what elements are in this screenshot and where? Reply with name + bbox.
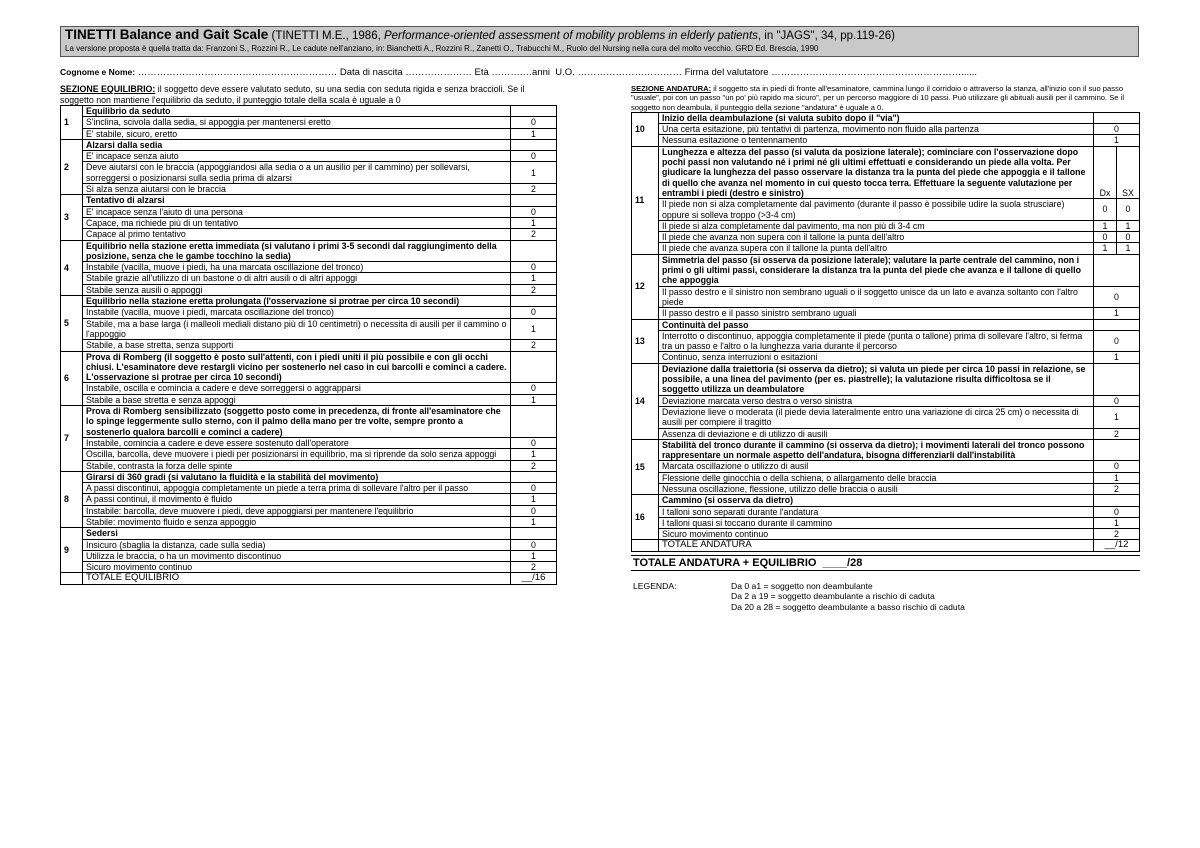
option-row [61,383,557,394]
document-title-line [65,28,1134,43]
option-row [632,428,1140,439]
option-row [61,206,557,217]
citation-italic: Performance-oriented assessment of mobility problems in elderly patients [383,30,758,42]
option-text: Oscilla, barcolla, deve muovere i piedi per posizionarsi in equilibrio, ma si riprende da solo senza appoggi [83,449,511,460]
option-score[interactable]: 0 [511,117,557,128]
balance-section [60,84,557,585]
option-score[interactable]: 2 [511,184,557,195]
option-row [61,162,557,184]
option-score[interactable]: 1 [511,128,557,139]
option-text: E' stabile, sicuro, eretto [83,128,511,139]
option-text: Flessione delle ginocchia o della schiena, o allargamento delle braccia [659,472,1094,483]
gait-intro-text: il soggetto sta in piedi di fronte all'esaminatore, cammina lungo il corridoio o attraverso la stanza, all'inizio con il suo passo "usuale", poi con un passo "un po' più rapido ma sicuro", per un percorso maggiore di 10 passi. Può utilizzare gli abituali ausili per il cammino. Se il soggetto non deambula, il punteggio della sezione "andatura" è uguale a 0. [631,84,1125,112]
option-text: Il passo destro e il sinistro non sembrano uguali o il soggetto unisce da un lato e avanza soltanto con l'altro piede [659,286,1094,308]
legend-lines [731,581,965,613]
item-number: 13 [632,319,659,363]
option-score[interactable]: 0 [1094,461,1140,472]
option-text: Instabile (vacilla, muove i piedi, marcata oscillazione del tronco) [83,307,511,318]
option-text: Capace al primo tentativo [83,229,511,240]
item-title-row [632,112,1140,123]
option-text: Stabile, contrasta la forza delle spinte [83,460,511,471]
option-row [61,318,557,340]
option-text: A passi continui, il movimento è fluido [83,494,511,505]
option-text: Instabile: barcolla, deve muovere i piedi, deve appoggiarsi per mantenere l'equilibrio [83,505,511,516]
option-row [61,449,557,460]
option-row [632,286,1140,308]
option-text: Stabile, ma a base larga (i malleoli mediali distano più di 10 centimetri) o necessita di ausili per il cammino o l'appoggio [83,318,511,340]
option-text: S'inclina, scivola dalla sedia, si appoggia per mantenersi eretto [83,117,511,128]
item-title-row [61,351,557,383]
option-text: Nessuna esitazione o tentennamento [659,135,1094,146]
column-sx-header: SX [1117,146,1140,198]
total-andatura-value[interactable]: __/12 [1094,540,1140,551]
item-title: Lunghezza e altezza del passo (si valuta da posizione laterale); cominciare con l'osservazione dopo pochi passi non valutando né i primi né gli ultimi effettuati e considerando un piede alla volta. Per giudicare la lunghezza del passo osservare la distanza tra la punta del piede che appoggia e il tallone di quello che avanza nel momento in cui questo tocca terra. Effettuare la seguente valutazione per entrambi i piedi (destro e sinistro) [659,146,1094,198]
option-row [632,461,1140,472]
legend-label: LEGENDA: [633,580,677,591]
option-score[interactable]: 1 [1094,135,1140,146]
option-score[interactable]: 1 [511,550,557,561]
option-text: Stabile a base stretta e senza appoggi [83,394,511,405]
item-number: 3 [61,195,83,240]
option-score[interactable]: 0 [511,383,557,394]
option-score-sx[interactable]: 1 [1117,220,1140,231]
name-field[interactable]: ……………………………………………………… [135,67,340,78]
item-number: 2 [61,139,83,194]
total-equilibrio-label: TOTALE EQUILIBRIO [83,573,511,584]
option-text: A passi discontinui, appoggia completamente un piede a terra prima di sollevare l'altro per il passo [83,483,511,494]
option-row [61,494,557,505]
balance-intro-label: SEZIONE EQUILIBRIO: [60,84,156,94]
age-label: Età [474,67,489,78]
option-score[interactable]: 0 [511,539,557,550]
option-text: Deve aiutarsi con le braccia (appoggiandosi alla sedia o a un ausilio per il cammino) per sollevarsi, sorreggersi o posizionarsi sulla sedia prima di alzarsi [83,162,511,184]
option-text: Sicuro movimento continuo [83,562,511,573]
dob-field[interactable]: ………………… [402,67,475,78]
option-score-dx[interactable]: 0 [1094,232,1117,243]
option-score[interactable]: 0 [1094,330,1140,352]
option-score[interactable]: 1 [1094,406,1140,428]
item-title-row [632,319,1140,330]
grand-total-value[interactable]: ____/28 [822,556,863,569]
legend [631,581,1140,613]
legend-line: Da 0 a1 = soggetto non deambulante [731,580,873,591]
option-text: Il passo destro e il passo sinistro sembrano uguali [659,308,1094,319]
grand-total [631,555,1140,571]
option-row [632,308,1140,319]
option-text: I talloni sono separati durante l'andatura [659,506,1094,517]
total-empty [632,540,659,551]
item-title: Sedersi [83,528,511,539]
option-row [632,406,1140,428]
signature-field[interactable]: ……………………………………………………...... [768,67,978,78]
option-score[interactable]: 0 [511,437,557,448]
item-title-row [61,240,557,262]
item-number: 12 [632,254,659,319]
document-title: TINETTI Balance and Gait Scale [65,28,269,42]
item-title-row [61,106,557,117]
item-title-row [61,471,557,482]
option-score[interactable]: 0 [1094,506,1140,517]
option-score[interactable]: 1 [1094,517,1140,528]
item-title-row [61,296,557,307]
option-score[interactable]: 2 [1094,428,1140,439]
option-text: Deviazione lieve o moderata (il piede devia lateralmente entro una variazione di circa 25 cm) o necessita di ausili per compiere il tragitto [659,406,1094,428]
option-row [61,562,557,573]
option-row [632,135,1140,146]
option-score[interactable]: 1 [511,449,557,460]
age-field[interactable]: ……….… [488,67,533,78]
gait-section [631,84,1140,612]
option-score-sx[interactable]: 0 [1117,232,1140,243]
option-row [632,483,1140,494]
item-title-row [61,406,557,438]
item-number: 6 [61,351,83,405]
option-score[interactable]: 2 [511,562,557,573]
option-row [632,124,1140,135]
option-row [61,550,557,561]
column-dx-header: Dx [1094,146,1117,198]
score-empty [1094,495,1140,506]
option-row [61,340,557,351]
option-score[interactable]: 0 [1094,395,1140,406]
option-score[interactable]: 0 [511,262,557,273]
option-text: Insicuro (sbaglia la distanza, cade sulla sedia) [83,539,511,550]
option-row [61,483,557,494]
option-row [632,529,1140,540]
option-text: Sicuro movimento continuo [659,529,1094,540]
option-row [61,217,557,228]
citation-pre: (TINETTI M.E., 1986, [268,30,384,42]
item-title: Continuità del passo [659,319,1094,330]
name-label: Cognome e Nome: [60,67,136,77]
item-title: Equilibrio nella stazione eretta prolungata (l'osservazione si protrae per circa 10 secondi) [83,296,511,307]
option-row [61,516,557,527]
option-row [632,395,1140,406]
total-equilibrio-value[interactable]: __/16 [511,573,557,584]
option-row [632,352,1140,363]
item-title-row [61,195,557,206]
option-score[interactable]: 0 [511,151,557,162]
grand-total-label: TOTALE ANDATURA + EQUILIBRIO [633,556,817,569]
item-title: Deviazione dalla traiettoria (si osserva da dietro); si valuta un piede per circa 10 passi in relazione, se possibile, a una linea del pavimento (per es. piastrelle); la valutazione risulta difficoltosa se il soggetto utilizza un deambulatore [659,363,1094,395]
score-empty [511,139,557,150]
option-row [632,199,1140,221]
option-score[interactable]: 0 [511,307,557,318]
citation-post: , in "JAGS", 34, pp.119-26) [757,30,895,42]
option-row [61,151,557,162]
option-score[interactable]: 1 [1094,352,1140,363]
option-row [61,437,557,448]
score-empty [1094,112,1140,123]
option-score[interactable]: 1 [511,516,557,527]
score-empty [511,528,557,539]
item-title-row [632,439,1140,461]
balance-intro [60,84,557,105]
score-empty [1094,319,1140,330]
score-empty [511,195,557,206]
option-row [632,506,1140,517]
option-row [61,128,557,139]
item-number: 5 [61,296,83,351]
option-row [61,307,557,318]
total-row [632,540,1140,551]
option-row [61,262,557,273]
option-score[interactable]: 2 [1094,483,1140,494]
option-score[interactable]: 0 [1094,124,1140,135]
option-score[interactable]: 1 [511,217,557,228]
document-header [60,26,1139,57]
signature-label: Firma del valutatore [684,67,769,78]
option-text: Interrotto o discontinuo, appoggia completamente il piede (punta o tallone) prima di sollevare l'altro, si ferma tra un passo e l'altro o la lunghezza varia durante il percorso [659,330,1094,352]
score-empty [511,351,557,383]
option-row [61,184,557,195]
option-row [632,232,1140,243]
source-note: La versione proposta è quella tratta da: Franzoni S., Rozzini R., Le cadute nell'anziano, in: Bianchetti A., Rozzini R., Zanetti O., Trabucchi M., Ruolo del Nursing nella cura del molto vecchio. GRD Ed. Brescia, 1990 [65,44,819,53]
option-row [632,220,1140,231]
option-text: Stabile senza ausili o appoggi [83,284,511,295]
item-title-row [632,495,1140,506]
item-title: Equilibrio nella stazione eretta immediata (si valutano i primi 3-5 secondi dal raggiungimento della posizione, senza che le gambe tocchino la sedia) [83,240,511,262]
option-score[interactable]: 2 [511,229,557,240]
score-empty [511,296,557,307]
item-number: 1 [61,106,83,140]
option-text: Instabile, oscilla e comincia a cadere e deve sorreggersi o aggrapparsi [83,383,511,394]
item-title-row [632,254,1140,286]
item-title: Equilibrio da seduto [83,106,511,117]
option-text: Stabile: movimento fluido e senza appoggio [83,516,511,527]
item-number: 4 [61,240,83,295]
uo-field[interactable]: …………………………… [574,67,685,78]
option-text: Stabile, a base stretta, senza supporti [83,340,511,351]
option-row [61,117,557,128]
option-score-sx[interactable]: 1 [1117,243,1140,254]
item-title: Prova di Romberg (il soggetto è posto sull'attenti, con i piedi uniti il più possibile e con gli occhi chiusi. L'esaminatore deve restargli vicino per sostenerlo nel caso in cui barcolli e cominci a cadere. L'osservazione si protrae per circa 10 secondi) [83,351,511,383]
score-empty [1094,363,1140,395]
item-number: 11 [632,146,659,254]
score-empty [1094,254,1140,286]
gait-intro [631,84,1140,112]
option-text: Instabile, comincia a cadere e deve essere sostenuto dall'operatore [83,437,511,448]
score-empty [511,471,557,482]
option-score[interactable]: 2 [511,340,557,351]
option-text: Utilizza le braccia, o ha un movimento discontinuo [83,550,511,561]
option-score[interactable]: 1 [511,494,557,505]
age-unit: anni [532,67,551,78]
total-andatura-label: TOTALE ANDATURA [659,540,1094,551]
option-score[interactable]: 1 [511,394,557,405]
option-score[interactable]: 1 [511,318,557,340]
option-text: Il piede si alza completamente dal pavimento, ma non più di 3-4 cm [659,220,1094,231]
score-empty [511,106,557,117]
option-text: Si alza senza aiutarsi con le braccia [83,184,511,195]
option-text: Capace, ma richiede più di un tentativo [83,217,511,228]
option-score-dx[interactable]: 1 [1094,243,1117,254]
option-row [632,517,1140,528]
option-row [61,284,557,295]
legend-line: Da 2 a 19 = soggetto deambulante a rischio di caduta [731,591,935,602]
item-title: Simmetria del passo (si osserva da posizione laterale); valutare la parte centrale del cammino, non i primi o gli ultimi passi, considerare la distanza tra la punta del piede che avanza e il tallone di quello che appoggia [659,254,1094,286]
option-score-dx[interactable]: 0 [1094,199,1117,221]
option-text: E' incapace senza aiuto [83,151,511,162]
option-score[interactable]: 0 [511,505,557,516]
total-row [61,573,557,584]
option-text: Nessuna oscillazione, flessione, utilizzo delle braccia o ausili [659,483,1094,494]
balance-table [60,105,557,585]
option-text: Stabile grazie all'utilizzo di un bastone o di altri ausili o di altri appoggi [83,273,511,284]
option-row [61,394,557,405]
legend-line: Da 20 a 28 = soggetto deambulante a basso rischio di caduta [731,601,965,612]
option-row [632,243,1140,254]
option-row [632,472,1140,483]
option-score[interactable]: 0 [1094,286,1140,308]
item-number: 8 [61,471,83,527]
option-score[interactable]: 1 [1094,472,1140,483]
option-text: Una certa esitazione, più tentativi di partenza, movimento non fluido alla partenza [659,124,1094,135]
gait-intro-label: SEZIONE ANDATURA: [631,84,712,93]
option-text: Il piede che avanza supera con il tallone la punta dell'altro [659,243,1094,254]
option-score[interactable]: 2 [511,460,557,471]
option-row [61,460,557,471]
option-score[interactable]: 1 [511,273,557,284]
gait-table [631,112,1140,552]
option-text: Instabile (vacilla, muove i piedi, ha una marcata oscillazione del tronco) [83,262,511,273]
item-title-row [61,139,557,150]
uo-label: U.O. [555,67,575,78]
option-score[interactable]: 1 [511,162,557,184]
option-text: Il piede che avanza non supera con il tallone la punta dell'altro [659,232,1094,243]
item-number: 9 [61,528,83,573]
option-row [61,273,557,284]
option-text: Marcata oscillazione o utilizzo di ausil [659,461,1094,472]
option-score-sx[interactable]: 0 [1117,199,1140,221]
item-number: 7 [61,406,83,472]
item-title: Stabilità del tronco durante il cammino (si osserva da dietro); i movimenti laterali del tronco possono rappresentare un normale aspetto dell'andatura, bisogna differenziarli dall'instabilità [659,439,1094,461]
score-empty [511,240,557,262]
option-text: I talloni quasi si toccano durante il cammino [659,517,1094,528]
option-row [632,330,1140,352]
score-empty [511,406,557,438]
option-score[interactable]: 1 [1094,308,1140,319]
option-score[interactable]: 0 [511,483,557,494]
option-score[interactable]: 0 [511,206,557,217]
item-title: Girarsi di 360 gradi (si valutano la fluidità e la stabilità del movimento) [83,471,511,482]
option-text: E' incapace senza l'aiuto di una persona [83,206,511,217]
identification-row [60,67,1140,78]
option-row [61,539,557,550]
option-score[interactable]: 2 [511,284,557,295]
item-title-row [61,528,557,539]
option-text: Continuo, senza interruzioni o esitazioni [659,352,1094,363]
item-title: Cammino (si osserva da dietro) [659,495,1094,506]
score-empty [1094,439,1140,461]
option-row [61,505,557,516]
item-number: 14 [632,363,659,439]
option-score-dx[interactable]: 1 [1094,220,1117,231]
balance-intro-text: il soggetto deve essere valutato seduto, su una sedia con seduta rigida e senza braccioli. Se il soggetto non mantiene l'equilibrio da seduto, il punteggio totale della scala è uguale a 0 [60,84,525,105]
option-text: Assenza di deviazione e di utilizzo di ausili [659,428,1094,439]
option-text: Il piede non si alza completamente dal pavimento (durante il passo è possibile udire la suola strusciare) oppure si solleva troppo (>3-4 cm) [659,199,1094,221]
item-title-row [632,363,1140,395]
total-empty [61,573,83,584]
item-title-row [632,146,1140,198]
item-title: Inizio della deambulazione (si valuta subito dopo il "via") [659,112,1094,123]
item-number: 10 [632,112,659,146]
item-title: Prova di Romberg sensibilizzato (soggetto posto come in precedenza, di fronte all'esaminatore che lo spinge leggermente sullo sterno, con il palmo della mano per tre volte, sempre pronto a sostenerlo qualora barcolli e cominci a cadere) [83,406,511,438]
option-row [61,229,557,240]
item-title: Tentativo di alzarsi [83,195,511,206]
item-number: 16 [632,495,659,540]
dob-label: Data di nascita [339,67,403,78]
item-title: Alzarsi dalla sedia [83,139,511,150]
item-number: 15 [632,439,659,494]
option-text: Deviazione marcata verso destra o verso sinistra [659,395,1094,406]
option-score[interactable]: 2 [1094,529,1140,540]
